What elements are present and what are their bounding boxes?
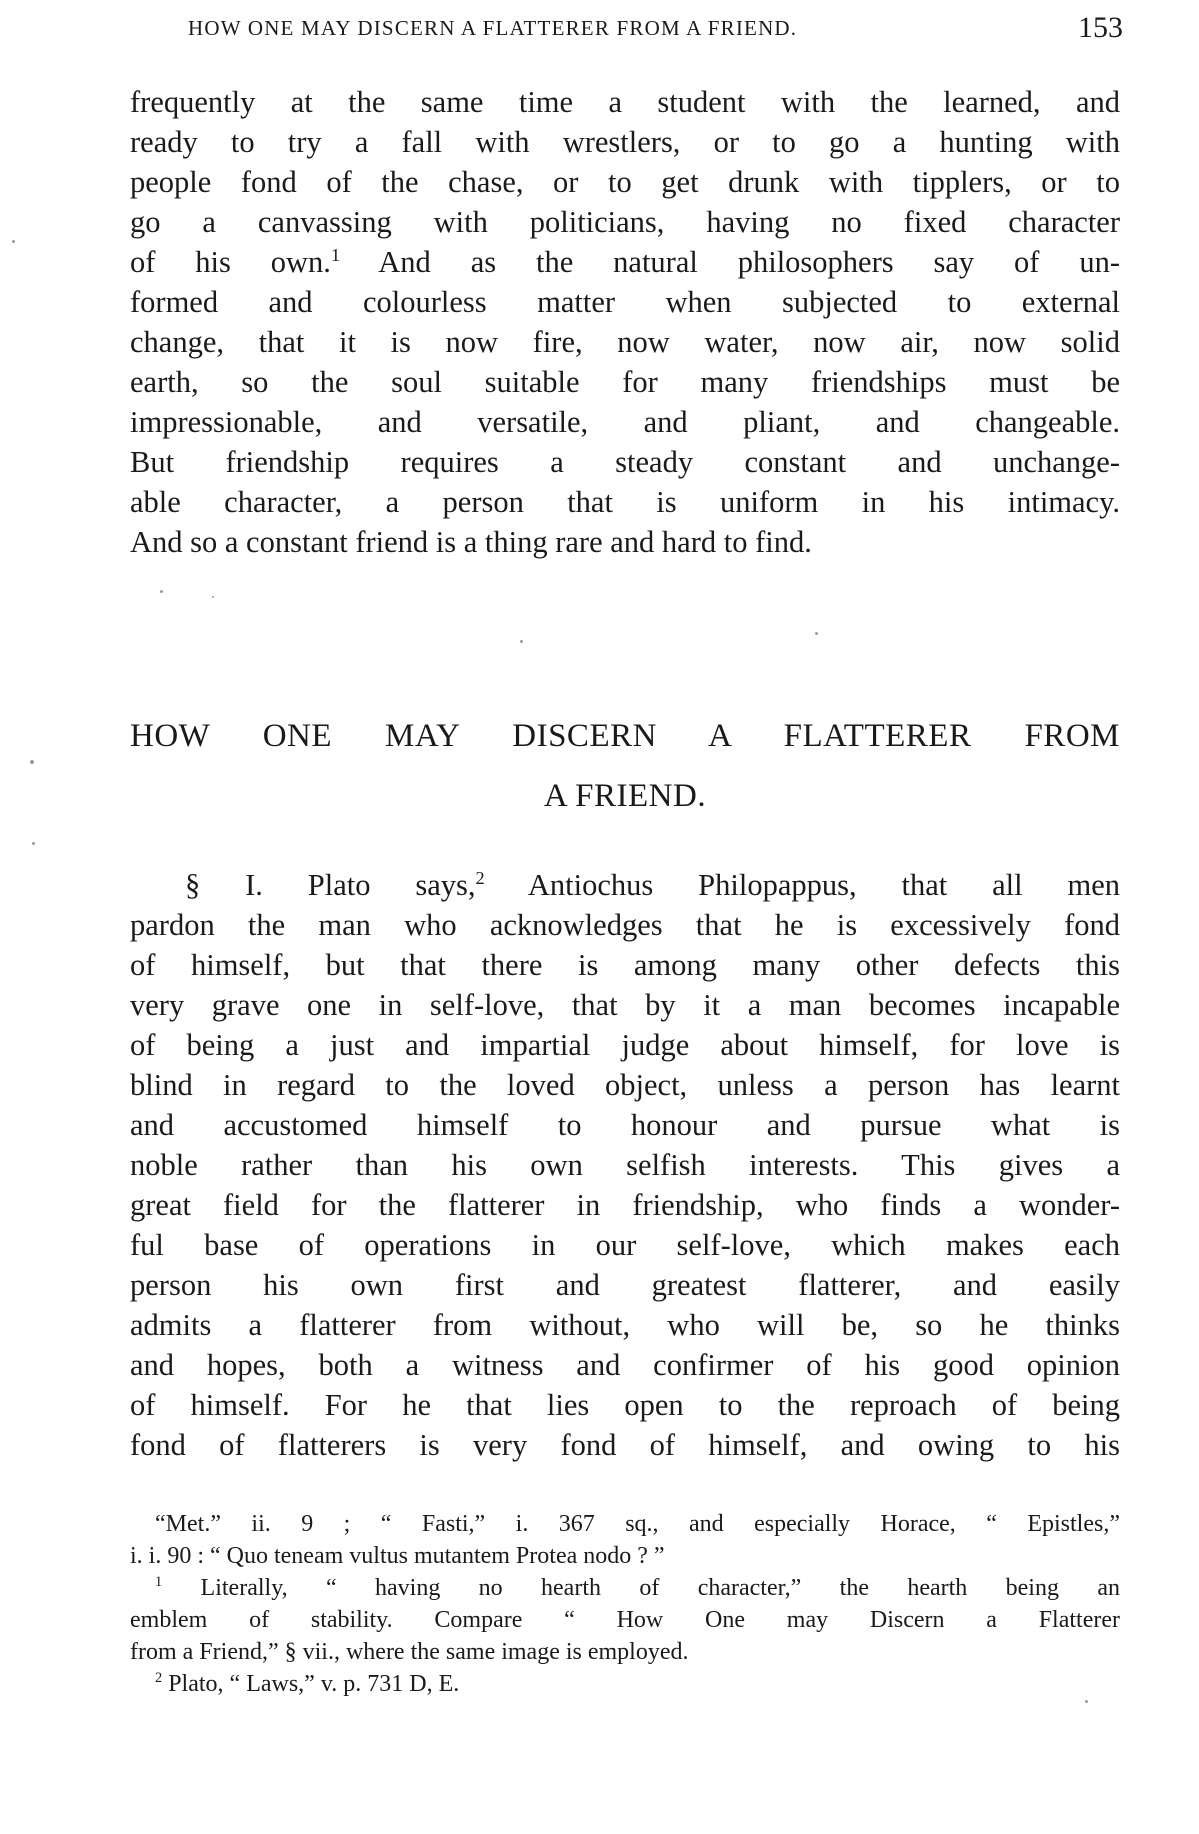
scan-speck [815,632,818,635]
text-line: of being a just and impartial judge about himself, for love is [130,1028,1120,1062]
scan-speck [160,590,163,593]
text-line: fond of flatterers is very fond of himself, and owing to his [130,1428,1120,1462]
text-line: and hopes, both a witness and confirmer of his good opinion [130,1348,1120,1382]
text-line: ready to try a fall with wrestlers, or to go a hunting with [130,125,1120,159]
text-line: ful base of operations in our self-love, which makes each [130,1228,1120,1262]
text-line [130,242,1120,282]
text-line: earth, so the soul suitable for many friendships must be [130,365,1120,399]
footnote-2 [155,1668,1120,1700]
footnote-mark: 2 [155,1670,163,1686]
text-line: and accustomed himself to honour and pursue what is [130,1108,1120,1142]
footnote-line: i. i. 90 : “ Quo teneam vultus mutantem Protea nodo ? ” [130,1543,665,1569]
text-fragment: § I. Plato says, [185,868,476,902]
footnote-mark: 1 [330,244,341,265]
footnote-1 [155,1572,1120,1604]
text-fragment: Antiochus Philopappus, that all men [484,868,1120,902]
text-line: pardon the man who acknowledges that he is excessively fond [130,908,1120,942]
text-line: And so a constant friend is a thing rare and hard to find. [130,525,812,559]
scan-speck [520,640,523,643]
section-title: HOW ONE MAY DISCERN A FLATTERER FROM [130,718,1120,754]
footnote-mark: 1 [155,1574,163,1590]
text-line: blind in regard to the loved object, unless a person has learnt [130,1068,1120,1102]
footnote-line: emblem of stability. Compare “ How One may Discern a Flatterer [130,1607,1120,1633]
text-line: change, that it is now fire, now water, now air, now solid [130,325,1120,359]
text-line: able character, a person that is uniform in his intimacy. [130,485,1120,519]
text-line: admits a flatterer from without, who will be, so he thinks [130,1308,1120,1342]
section-title-continued: A FRIEND. [543,778,707,814]
text-line: people fond of the chase, or to get drunk with tipplers, or to [130,165,1120,199]
text-line: noble rather than his own selfish interests. This gives a [130,1148,1120,1182]
text-line: of himself, but that there is among many other defects this [130,948,1120,982]
scan-speck [30,760,34,764]
footnote-mark: 2 [475,867,485,888]
text-line: very grave one in self-love, that by it a man becomes incapable [130,988,1120,1022]
text-line: of himself. For he that lies open to the reproach of being [130,1388,1120,1422]
text-line: person his own first and greatest flatterer, and easily [130,1268,1120,1302]
text-line: go a canvassing with politicians, having no fixed character [130,205,1120,239]
scan-speck [12,240,15,243]
running-title: HOW ONE MAY DISCERN A FLATTERER FROM A FRIEND. [188,16,798,40]
scan-speck [1085,1700,1088,1703]
text-fragment: of his own. [130,245,331,279]
text-line: But friendship requires a steady constant and unchange- [130,445,1120,479]
text-line: impressionable, and versatile, and pliant, and changeable. [130,405,1120,439]
footnote-line: “Met.” ii. 9 ; “ Fasti,” i. 367 sq., and especially Horace, “ Epistles,” [155,1511,1120,1537]
text-fragment: And as the natural philosophers say of un- [340,245,1120,279]
page-number: 153 [1078,11,1123,44]
text-line: formed and colourless matter when subjected to external [130,285,1120,319]
text-line [185,865,1120,905]
footnote-text: Literally, “ having no hearth of character,” the hearth being an [162,1575,1120,1601]
footnote-line: from a Friend,” § vii., where the same image is employed. [130,1639,689,1665]
scan-speck [212,596,214,598]
text-line: great field for the flatterer in friendship, who finds a wonder- [130,1188,1120,1222]
footnote-text: Plato, “ Laws,” v. p. 731 D, E. [162,1671,460,1697]
text-line: frequently at the same time a student with the learned, and [130,85,1120,119]
scan-speck [32,842,35,845]
running-head [188,8,1123,48]
